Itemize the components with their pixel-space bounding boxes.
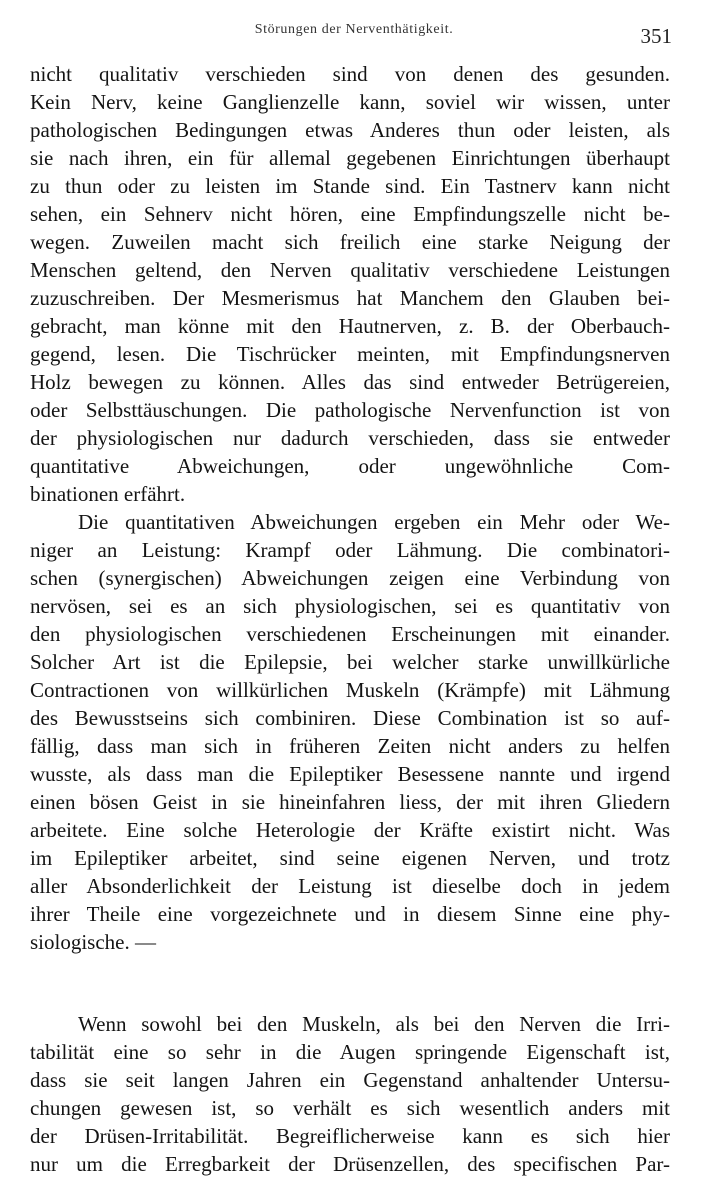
text-line: niger an Leistung: Krampf oder Lähmung. Die combinatori- <box>30 538 670 562</box>
text-line: gebracht, man könne mit den Hautnerven, z. B. der Oberbauch- <box>30 314 670 338</box>
text-line: dass sie seit langen Jahren ein Gegenstand anhaltender Untersu- <box>30 1068 670 1092</box>
text-line: Solcher Art ist die Epilepsie, bei welcher starke unwillkürliche <box>30 650 670 674</box>
text-line: der physiologischen nur dadurch verschieden, dass sie entweder <box>30 426 670 450</box>
text-line: der Drüsen-Irritabilität. Begreiflicherweise kann es sich hier <box>30 1124 670 1148</box>
text-line: des Bewusstseins sich combiniren. Diese Combination ist so auf- <box>30 706 670 730</box>
page-number: 351 <box>640 24 672 48</box>
text-line: sie nach ihren, ein für allemal gegebenen Einrichtungen überhaupt <box>30 146 670 170</box>
text-line: ihrer Theile eine vorgezeichnete und in diesem Sinne eine phy- <box>30 902 670 926</box>
text-line: Contractionen von willkürlichen Muskeln (Krämpfe) mit Lähmung <box>30 678 670 702</box>
text-line: aller Absonderlichkeit der Leistung ist dieselbe doch in jedem <box>30 874 670 898</box>
text-line: im Epileptiker arbeitet, sind seine eigenen Nerven, und trotz <box>30 846 670 870</box>
text-line: sehen, ein Sehnerv nicht hören, eine Empfindungszelle nicht be- <box>30 202 670 226</box>
text-line: nicht qualitativ verschieden sind von denen des gesunden. <box>30 62 670 86</box>
text-line: zu thun oder zu leisten im Stande sind. Ein Tastnerv kann nicht <box>30 174 670 198</box>
text-line: Wenn sowohl bei den Muskeln, als bei den Nerven die Irri- <box>78 1012 670 1036</box>
text-line: tabilität eine so sehr in die Augen springende Eigenschaft ist, <box>30 1040 670 1064</box>
text-line: fällig, dass man sich in früheren Zeiten nicht anders zu helfen <box>30 734 670 758</box>
text-line: siologische. — <box>30 930 156 954</box>
text-line: chungen gewesen ist, so verhält es sich wesentlich anders mit <box>30 1096 670 1120</box>
text-line: den physiologischen verschiedenen Erscheinungen mit einander. <box>30 622 670 646</box>
text-line: einen bösen Geist in sie hineinfahren liess, der mit ihren Gliedern <box>30 790 670 814</box>
text-line: nur um die Erregbarkeit der Drüsenzellen, des specifischen Par- <box>30 1152 670 1176</box>
text-line: wusste, als dass man die Epileptiker Besessene nannte und irgend <box>30 762 670 786</box>
text-line: gegend, lesen. Die Tischrücker meinten, mit Empfindungsnerven <box>30 342 670 366</box>
text-line: Holz bewegen zu können. Alles das sind entweder Betrügereien, <box>30 370 670 394</box>
text-line: schen (synergischen) Abweichungen zeigen eine Verbindung von <box>30 566 670 590</box>
text-line: wegen. Zuweilen macht sich freilich eine starke Neigung der <box>30 230 670 254</box>
text-line: oder Selbsttäuschungen. Die pathologische Nervenfunction ist von <box>30 398 670 422</box>
text-line: quantitative Abweichungen, oder ungewöhnliche Com- <box>30 454 670 478</box>
text-line: arbeitete. Eine solche Heterologie der Kräfte existirt nicht. Was <box>30 818 670 842</box>
text-line: pathologischen Bedingungen etwas Anderes thun oder leisten, als <box>30 118 670 142</box>
running-head: Störungen der Nerventhätigkeit. <box>254 22 454 37</box>
text-line: Menschen geltend, den Nerven qualitativ verschiedene Leistungen <box>30 258 670 282</box>
text-line: binationen erfährt. <box>30 482 186 506</box>
text-line: nervösen, sei es an sich physiologischen, sei es quantitativ von <box>30 594 670 618</box>
text-line: Die quantitativen Abweichungen ergeben ein Mehr oder We- <box>78 510 670 534</box>
text-line: Kein Nerv, keine Ganglienzelle kann, soviel wir wissen, unter <box>30 90 670 114</box>
text-line: zuzuschreiben. Der Mesmerismus hat Manchem den Glauben bei- <box>30 286 670 310</box>
